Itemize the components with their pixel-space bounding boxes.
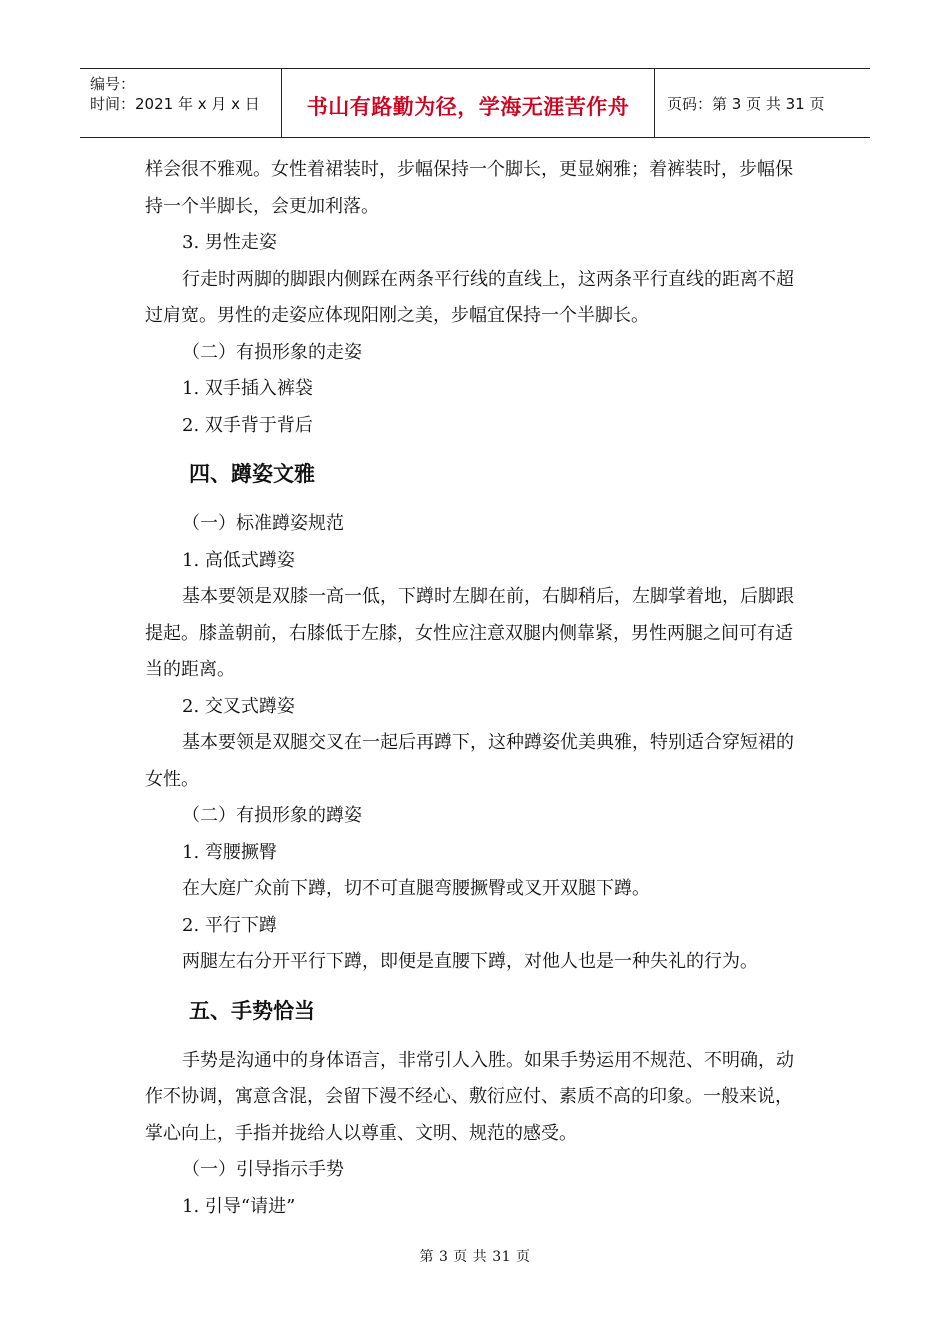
- date-label: 时间：2021 年 x 月 x 日: [90, 95, 260, 113]
- section-heading: 五、手势恰当: [189, 998, 315, 1023]
- paragraph: 手势是沟通中的身体语言，非常引人入胜。如果手势运用不规范、不明确，动作不协调，寓意含混，会留下漫不经心、敷衍应付、素质不高的印象。一般来说，掌心向上，手指并拢给人以尊重、文明、规范的感受。: [145, 1049, 794, 1144]
- list-item: 1. 高低式蹲姿: [182, 549, 295, 571]
- header-meta-cell: [80, 69, 282, 137]
- subheading: （一）引导指示手势: [182, 1159, 344, 1180]
- number-label: 编号：: [90, 75, 136, 93]
- paragraph: 基本要领是双膝一高一低，下蹲时左脚在前，右脚稍后，左脚掌着地，后脚跟提起。膝盖朝前，右膝低于左膝，女性应注意双腿内侧靠紧，男性两腿之间可有适当的距离。: [145, 586, 794, 680]
- paragraph: 在大庭广众前下蹲，切不可直腿弯腰撅臀或叉开双腿下蹲。: [182, 878, 650, 899]
- motto: 书山有路勤为径，学海无涯苦作舟: [306, 95, 630, 119]
- subheading: （一）标准蹲姿规范: [182, 513, 344, 534]
- list-item: 2. 双手背于背后: [182, 414, 313, 436]
- list-item: 1. 双手插入裤袋: [182, 378, 313, 399]
- list-item: 2. 平行下蹲: [182, 914, 277, 936]
- list-item: 1. 弯腰撅臀: [182, 841, 277, 863]
- paragraph: 行走时两脚的脚跟内侧踩在两条平行线的直线上，这两条平行直线的距离不超过肩宽。男性的走姿应体现阳刚之美，步幅宜保持一个半脚长。: [145, 268, 794, 326]
- document-header: [80, 68, 870, 138]
- subheading: （二）有损形象的走姿: [182, 341, 362, 363]
- page-info: 页码：第 3 页 共 31 页: [667, 95, 825, 113]
- subheading: （二）有损形象的蹲姿: [182, 805, 362, 826]
- paragraph: 基本要领是双腿交叉在一起后再蹲下，这种蹲姿优美典雅，特别适合穿短裙的女性。: [145, 732, 794, 790]
- list-item: 2. 交叉式蹲姿: [182, 695, 295, 717]
- paragraph: 样会很不雅观。女性着裙装时，步幅保持一个脚长，更显娴雅；着裤装时，步幅保持一个半脚长，会更加利落。: [145, 159, 793, 217]
- section-heading: 四、蹲姿文雅: [189, 462, 315, 486]
- document-body: [145, 152, 810, 1225]
- list-item: 1. 引导“请进”: [182, 1195, 296, 1217]
- header-motto-cell: [282, 69, 655, 137]
- page-footer: 第 3 页 共 31 页: [419, 1249, 531, 1265]
- list-item: 3. 男性走姿: [182, 232, 277, 253]
- paragraph: 两腿左右分开平行下蹲，即便是直腰下蹲，对他人也是一种失礼的行为。: [182, 951, 758, 972]
- header-page-cell: [655, 69, 870, 137]
